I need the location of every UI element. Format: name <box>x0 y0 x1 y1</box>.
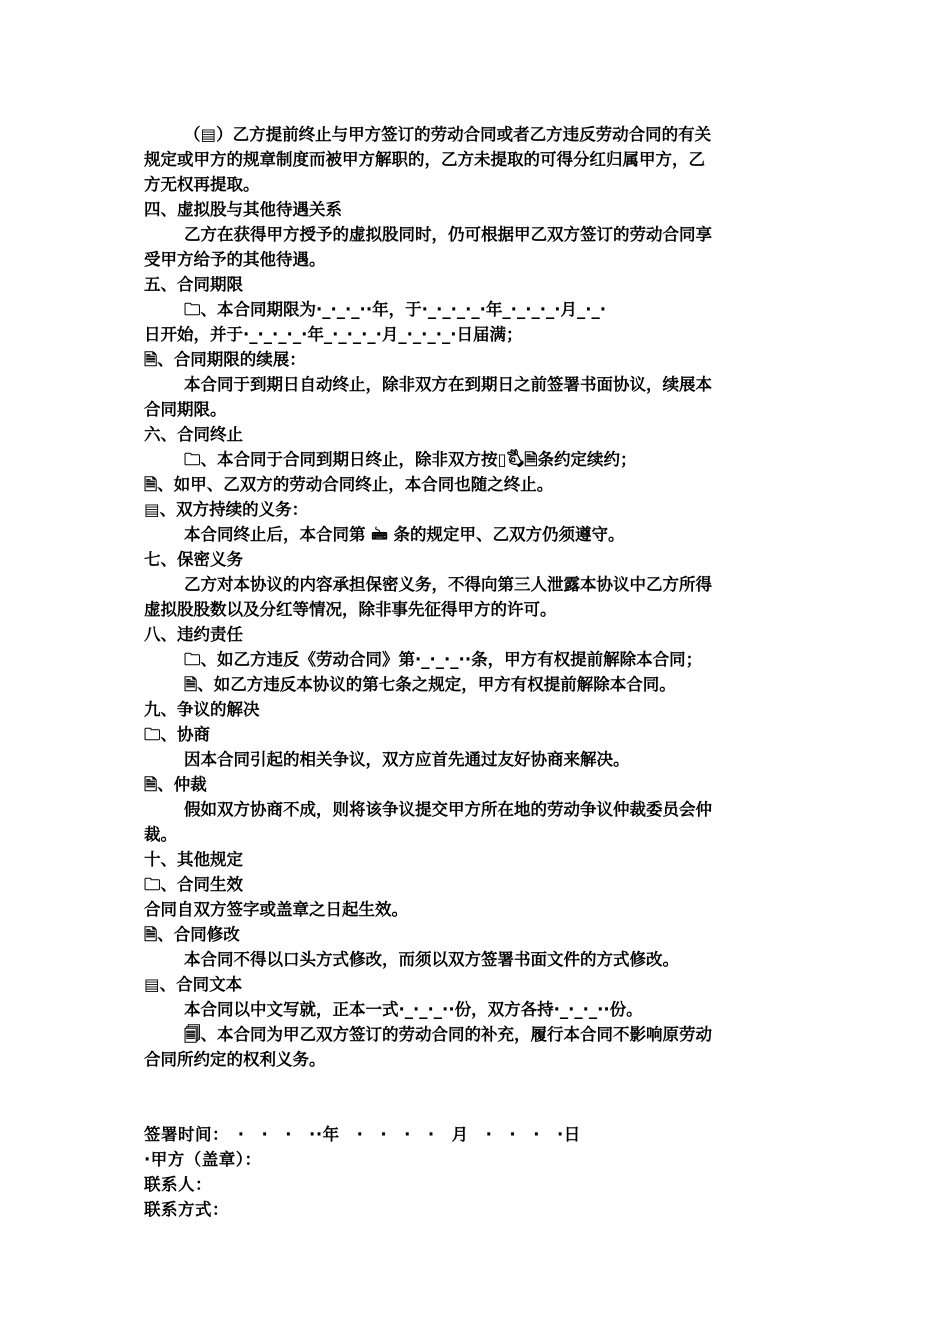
paragraph-line: 虚拟股股数以及分红等情况，除非事先征得甲方的许可。 <box>144 600 557 619</box>
paragraph-line: 🗐、本合同为甲乙双方签订的劳动合同的补充，履行本合同不影响原劳动 <box>184 1025 712 1044</box>
paragraph-line: 规定或甲方的规章制度而被甲方解职的，乙方未提取的可得分红归属甲方，乙 <box>144 150 705 169</box>
paragraph-line: 六、合同终止 <box>144 425 243 444</box>
paragraph-line: ▤、合同文本 <box>144 975 243 994</box>
paragraph-line: 合同自双方签字或盖章之日起生效。 <box>144 900 408 919</box>
paragraph-line: 假如双方协商不成，则将该争议提交甲方所在地的劳动争议仲裁委员会仲 <box>184 800 712 819</box>
party-a-seal: ·甲方（盖章）： <box>144 1150 262 1169</box>
paragraph-line: 本合同不得以口头方式修改，而须以双方签署书面文件的方式修改。 <box>184 950 679 969</box>
contract-document <box>144 122 804 1222</box>
paragraph-line: 🗎、如甲、乙双方的劳动合同终止，本合同也随之终止。 <box>144 475 554 494</box>
paragraph-line: 十、其他规定 <box>144 850 243 869</box>
paragraph-line: 🗀、本合同于合同到期日终止，除非双方按▯🖏🗎条约定续约； <box>184 450 637 469</box>
paragraph-line: 八、违约责任 <box>144 625 243 644</box>
paragraph-line: 乙方对本协议的内容承担保密义务，不得向第三人泄露本协议中乙方所得 <box>184 575 712 594</box>
paragraph-line: 方无权再提取。 <box>144 175 260 194</box>
contact-method: 联系方式： <box>144 1200 229 1219</box>
paragraph-line: 🗎、如乙方违反本协议的第七条之规定，甲方有权提前解除本合同。 <box>184 675 676 694</box>
paragraph-line: 🗀、如乙方违反《劳动合同》第·_·_·_··条，甲方有权提前解除本合同； <box>184 650 703 669</box>
contract-body <box>144 122 804 1072</box>
paragraph-line: 裁。 <box>144 825 177 844</box>
paragraph-line: 🗎、仲裁 <box>144 775 207 794</box>
paragraph-line: 五、合同期限 <box>144 275 243 294</box>
paragraph-line: 合同所约定的权利义务。 <box>144 1050 326 1069</box>
paragraph-line: 🗀、合同生效 <box>144 875 243 894</box>
paragraph-line: 🗎、合同期限的续展： <box>144 350 306 369</box>
paragraph-line: （▤）乙方提前终止与甲方签订的劳动合同或者乙方违反劳动合同的有关 <box>184 125 712 144</box>
paragraph-line: 合同期限。 <box>144 400 227 419</box>
paragraph-line: 乙方在获得甲方授予的虚拟股同时，仍可根据甲乙双方签订的劳动合同享 <box>184 225 712 244</box>
paragraph-line: 🗎、合同修改 <box>144 925 240 944</box>
paragraph-line: 日开始，并于·_·_·_·_·年_·_·_·_·月_·_·_·_·日届满； <box>144 325 523 344</box>
paragraph-line: 本合同于到期日自动终止，除非双方在到期日之前签署书面协议，续展本 <box>184 375 712 394</box>
paragraph-line: 受甲方给予的其他待遇。 <box>144 250 326 269</box>
paragraph-line: 因本合同引起的相关争议，双方应首先通过友好协商来解决。 <box>184 750 630 769</box>
paragraph-line: 七、保密义务 <box>144 550 243 569</box>
paragraph-line: 本合同以中文写就，正本一式·_·_·_··份，双方各持·_·_·_··份。 <box>184 1000 643 1019</box>
paragraph-line: 🗀、协商 <box>144 725 210 744</box>
spacer <box>144 1072 804 1122</box>
signature-block <box>144 1122 804 1222</box>
paragraph-line: 🗀、本合同期限为·_·_·_··年，于·_·_·_·_·年_·_·_·_·月_·_· <box>184 300 607 319</box>
contact-person: 联系人： <box>144 1175 212 1194</box>
paragraph-line: 四、虚拟股与其他待遇关系 <box>144 200 342 219</box>
paragraph-line: 本合同终止后，本合同第 🖮 条的规定甲、乙双方仍须遵守。 <box>184 525 625 544</box>
paragraph-line: 九、争议的解决 <box>144 700 260 719</box>
signing-time: 签署时间： · · · ··年 · · · · 月 · · · ·日 <box>144 1125 581 1144</box>
paragraph-line: ▤、双方持续的义务： <box>144 500 309 519</box>
